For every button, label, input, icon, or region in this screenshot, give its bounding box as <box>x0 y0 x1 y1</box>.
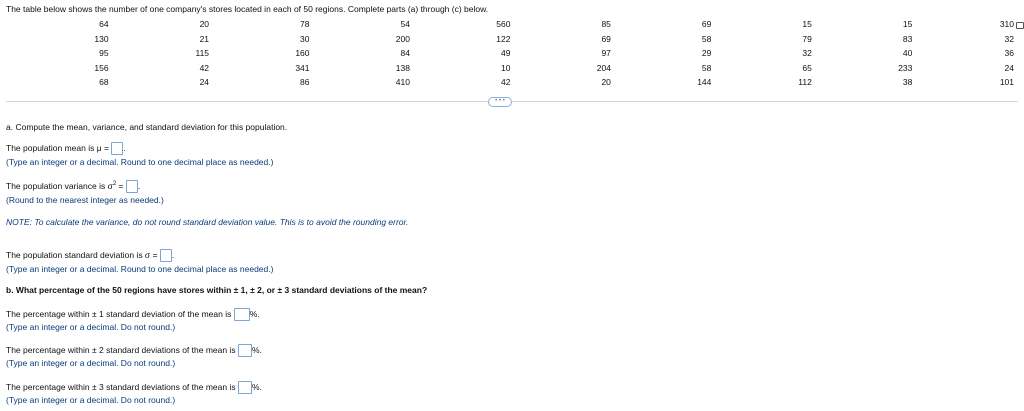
table-cell <box>912 17 1024 32</box>
pct3-hint: (Type an integer or a decimal. Do not round.) <box>6 395 176 405</box>
table-cell: 42 <box>199 62 210 73</box>
table-cell: 36 <box>1004 48 1014 59</box>
problem-intro: The table below shows the number of one company's stores located in each of 50 regions. Complete parts (a) through (c) below. <box>6 4 489 14</box>
pct3-label: The percentage within ± 3 standard deviations of the mean is <box>6 381 236 392</box>
rounding-note: NOTE: To calculate the variance, do not round standard deviation value. This is to avoid the rounding error. <box>6 217 409 227</box>
table-cell: 200 <box>395 33 410 44</box>
table-cell: 65 <box>802 62 812 73</box>
pct3-answer-input[interactable] <box>238 381 252 394</box>
table-cell: 24 <box>1004 62 1014 73</box>
table-cell: 49 <box>500 48 511 59</box>
table-cell: 83 <box>902 33 913 44</box>
table-cell: 130 <box>94 33 109 44</box>
data-table <box>0 17 1024 90</box>
table-cell: 30 <box>300 33 310 44</box>
table-cell: 29 <box>701 48 712 59</box>
table-cell: 160 <box>295 48 310 59</box>
table-cell: 64 <box>99 19 109 30</box>
mean-question: The population mean is μ = . <box>6 142 126 155</box>
table-cell: 560 <box>496 19 511 30</box>
table-cell: 32 <box>802 48 812 59</box>
mean-hint: (Type an integer or a decimal. Round to one decimal place as needed.) <box>6 157 274 167</box>
table-cell: 68 <box>99 77 109 88</box>
table-cell: 58 <box>701 33 712 44</box>
table-cell: 21 <box>199 33 210 44</box>
variance-answer-input[interactable] <box>126 180 138 193</box>
table-cell: 122 <box>496 33 511 44</box>
table-cell: 84 <box>400 48 410 59</box>
pct2-hint: (Type an integer or a decimal. Do not round.) <box>6 358 176 368</box>
table-cell: 410 <box>395 77 410 88</box>
table-row <box>0 32 1024 47</box>
expand-more-button[interactable]: • • • <box>488 97 512 107</box>
table-row <box>0 75 1024 90</box>
table-row <box>0 61 1024 76</box>
table-cell: 233 <box>898 62 913 73</box>
mean-answer-input[interactable] <box>111 142 123 155</box>
table-cell: 115 <box>195 48 210 59</box>
table-cell: 20 <box>601 77 611 88</box>
table-cell: 101 <box>999 77 1014 88</box>
table-cell: 69 <box>601 33 611 44</box>
table-cell: 341 <box>295 62 310 73</box>
table-cell: 15 <box>802 19 812 30</box>
table-cell: 38 <box>902 77 913 88</box>
table-cell: 32 <box>1004 33 1014 44</box>
part-b-title: b. What percentage of the 50 regions have stores within ± 1, ± 2, or ± 3 standard deviations of the mean? <box>6 285 428 295</box>
table-cell: 10 <box>500 62 511 73</box>
table-cell: 144 <box>697 77 712 88</box>
sd-label: The population standard deviation is σ = <box>6 249 158 260</box>
table-cell: 86 <box>300 77 310 88</box>
table-cell: 54 <box>400 19 410 30</box>
pct2-answer-input[interactable] <box>238 344 252 357</box>
table-cell: 85 <box>601 19 611 30</box>
pct1-answer-input[interactable] <box>234 308 250 321</box>
table-cell-value: 310 <box>999 19 1014 30</box>
table-row <box>0 17 1024 32</box>
pct3-question: The percentage within ± 3 standard deviations of the mean is %. <box>6 381 262 394</box>
pct1-question: The percentage within ± 1 standard deviation of the mean is %. <box>6 308 260 321</box>
variance-label: The population variance is σ <box>6 180 113 191</box>
table-cell: 40 <box>902 48 913 59</box>
table-cell: 20 <box>199 19 210 30</box>
table-cell: 42 <box>500 77 511 88</box>
copy-table-icon[interactable] <box>1016 22 1024 29</box>
table-cell: 97 <box>601 48 611 59</box>
table-cell: 15 <box>902 19 913 30</box>
table-cell: 95 <box>99 48 109 59</box>
pct1-label: The percentage within ± 1 standard deviation of the mean is <box>6 308 232 319</box>
pct2-question: The percentage within ± 2 standard deviations of the mean is %. <box>6 344 262 357</box>
table-cell: 204 <box>596 62 611 73</box>
table-cell: 112 <box>798 77 812 88</box>
table-cell: 79 <box>802 33 812 44</box>
part-a-title: a. Compute the mean, variance, and standard deviation for this population. <box>6 122 288 132</box>
table-cell: 58 <box>701 62 712 73</box>
variance-question: The population variance is $\sigma^2$ = . <box>6 180 140 193</box>
table-cell: 156 <box>94 62 109 73</box>
section-divider <box>6 101 1018 102</box>
table-cell: 24 <box>199 77 210 88</box>
sd-question: The population standard deviation is σ = . <box>6 249 174 262</box>
table-cell: 78 <box>300 19 310 30</box>
table-row <box>0 46 1024 61</box>
sd-answer-input[interactable] <box>160 249 172 262</box>
table-cell: 138 <box>395 62 410 73</box>
mean-label: The population mean is μ = <box>6 142 109 153</box>
variance-hint: (Round to the nearest integer as needed.) <box>6 195 164 205</box>
table-cell: 69 <box>701 19 712 30</box>
pct2-label: The percentage within ± 2 standard deviations of the mean is <box>6 344 236 355</box>
pct1-hint: (Type an integer or a decimal. Do not round.) <box>6 322 176 332</box>
sd-hint: (Type an integer or a decimal. Round to one decimal place as needed.) <box>6 264 274 274</box>
